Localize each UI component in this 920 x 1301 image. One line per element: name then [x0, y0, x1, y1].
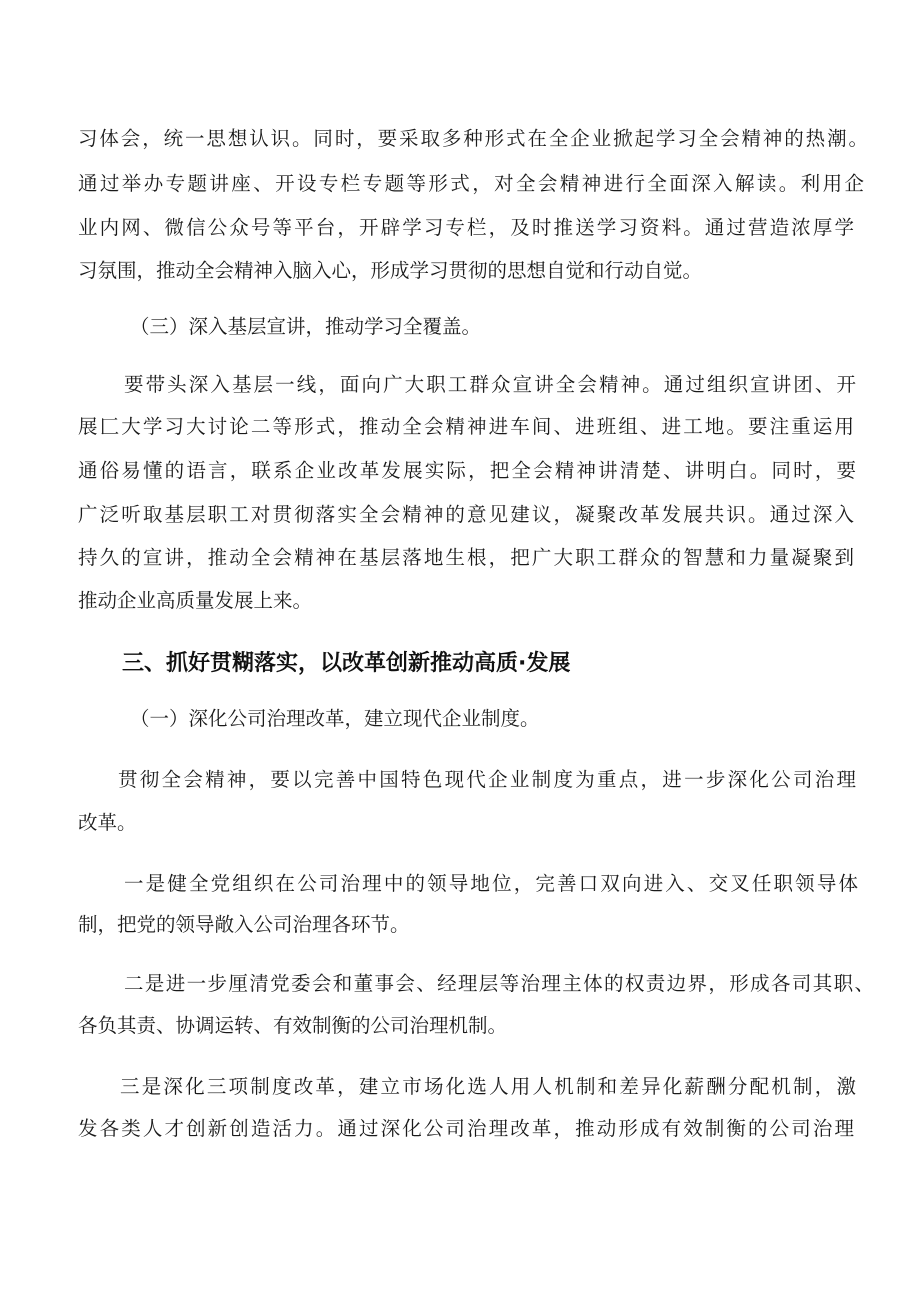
- paragraph-line: 一是健全党组织在公司治理中的领导地位，完善口双向进入、交叉任职领导体: [124, 872, 858, 895]
- paragraph-line: 业内网、微信公众号等平台，开辟学习专栏，及时推送学习资料。通过营造浓厚学: [78, 216, 854, 239]
- subsection-heading: （三）深入基层宣讲，推动学习全覆盖。: [130, 315, 482, 338]
- paragraph-line: 要带头深入基层一线，面向广大职工群众宣讲全会精神。通过组织宣讲团、开: [124, 373, 856, 396]
- paragraph-line: 推动企业高质量发展上来。: [78, 589, 313, 612]
- paragraph-line: 制，把党的领导敞入公司治理各环节。: [78, 913, 410, 936]
- paragraph-line: 通过举办专题讲座、开设专栏专题等形式，对全会精神进行全面深入解读。利用企: [78, 172, 864, 195]
- paragraph-line: 贯彻全会精神，要以完善中国特色现代企业制度为重点，进一步深化公司治理: [118, 768, 856, 791]
- subsection-heading: （一）深化公司治理改革，建立现代企业制度。: [130, 707, 540, 730]
- paragraph-line: 发各类人才创新创造活力。通过深化公司治理改革，推动形成有效制衡的公司治理: [78, 1117, 854, 1140]
- paragraph-line: 三是深化三项制度改革，建立市场化选人用人机制和差异化薪酬分配机制，激: [120, 1075, 856, 1098]
- paragraph-line: 各负其责、协调运转、有效制衡的公司治理机制。: [78, 1014, 508, 1037]
- section-heading: 三、抓好贯糊落实，以改革创新推动高质·发展: [122, 651, 571, 676]
- paragraph-line: 展匚大学习大讨论二等形式，推动全会精神进车间、进班组、进工地。要注重运用: [78, 415, 854, 438]
- paragraph-line: 通俗易懂的语言，联系企业改革发展实际，把全会精神讲清楚、讲明白。同时，要: [78, 459, 856, 482]
- paragraph-line: 持久的宣讲，推动全会精神在基层落地生根，把广大职工群众的智慧和力量凝聚到: [78, 546, 854, 569]
- paragraph-line: 二是进一步厘清党委会和董事会、经理层等治理主体的权责边界，形成各司其职、: [124, 972, 874, 995]
- paragraph-line: 广泛听取基层职工对贯彻落实全会精神的意见建议，凝聚改革发展共识。通过深入: [78, 503, 854, 526]
- paragraph-line: 习氛围，推动全会精神入脑入心，形成学习贯彻的思想自觉和行动自觉。: [78, 259, 703, 282]
- paragraph-line: 习体会，统一思想认识。同时，要采取多种形式在全企业掀起学习全会精神的热潮。: [78, 127, 868, 150]
- paragraph-line: 改革。: [78, 811, 137, 834]
